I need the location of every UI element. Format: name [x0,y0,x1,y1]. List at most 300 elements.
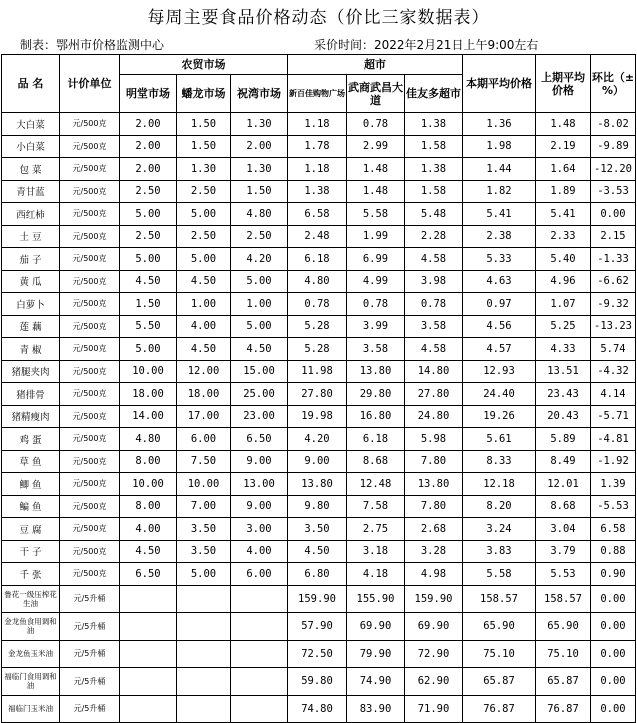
farm-price-cell: 1.50 [120,293,177,316]
unit-cell: 元/500克 [60,473,120,496]
unit-cell: 元/500克 [60,225,120,248]
change-cell: -8.02 [591,113,636,136]
change-cell: -5.71 [591,405,636,428]
table-row [2,203,636,226]
header-super-xinbaijia: 新百佳购物广场 [288,75,347,113]
farm-price-cell: 10.00 [177,473,231,496]
collect-time-label: 采价时间：2022年2月21日上午9:00左右 [314,38,539,52]
table-row [2,113,636,136]
farm-price-cell: 18.00 [177,383,231,406]
super-price-cell: 27.80 [405,383,463,406]
product-name-cell: 白萝卜 [2,293,60,316]
super-price-cell: 72.50 [288,640,347,668]
super-price-cell: 3.28 [405,540,463,563]
empty-farm-cell [231,585,288,613]
change-cell: 0.00 [591,585,636,613]
avg-now-cell: 1.82 [463,180,536,203]
farm-price-cell: 3.50 [177,518,231,541]
change-cell: 6.58 [591,518,636,541]
super-price-cell: 16.80 [347,405,405,428]
product-name-cell: 小白菜 [2,135,60,158]
unit-cell: 元/500克 [60,450,120,473]
super-price-cell: 13.80 [405,473,463,496]
farm-price-cell: 2.50 [177,225,231,248]
avg-now-cell: 4.63 [463,270,536,293]
product-name-cell: 鳊 鱼 [2,495,60,518]
super-price-cell: 155.90 [347,585,405,613]
super-price-cell: 3.50 [288,518,347,541]
super-price-cell: 1.18 [288,158,347,181]
super-price-cell: 6.80 [288,563,347,586]
super-price-cell: 1.58 [405,180,463,203]
empty-farm-cell [177,668,231,696]
super-price-cell: 74.90 [347,668,405,696]
change-cell: -5.53 [591,495,636,518]
table-row [2,695,636,723]
unit-cell: 元/500克 [60,540,120,563]
farm-price-cell: 14.00 [120,405,177,428]
table-row [2,270,636,293]
unit-cell: 元/500克 [60,180,120,203]
avg-prev-cell: 3.04 [536,518,591,541]
table-row [2,668,636,696]
header-farm-zhuwan: 祝湾市场 [231,75,288,113]
super-price-cell: 83.90 [347,695,405,723]
avg-now-cell: 3.83 [463,540,536,563]
super-price-cell: 57.90 [288,613,347,641]
change-cell: 2.15 [591,225,636,248]
avg-now-cell: 1.36 [463,113,536,136]
farm-price-cell: 2.00 [120,135,177,158]
farm-price-cell: 4.80 [231,203,288,226]
avg-prev-cell: 1.48 [536,113,591,136]
table-row [2,180,636,203]
super-price-cell: 0.78 [347,293,405,316]
avg-now-cell: 4.56 [463,315,536,338]
super-price-cell: 3.98 [405,270,463,293]
farm-price-cell: 4.00 [120,518,177,541]
avg-prev-cell: 5.53 [536,563,591,586]
farm-price-cell: 7.50 [177,450,231,473]
super-price-cell: 4.20 [288,428,347,451]
super-price-cell: 159.90 [405,585,463,613]
super-price-cell: 4.58 [405,338,463,361]
farm-price-cell: 2.50 [120,225,177,248]
avg-now-cell: 5.41 [463,203,536,226]
farm-price-cell: 4.50 [177,338,231,361]
product-name-cell: 莲 藕 [2,315,60,338]
empty-farm-cell [231,668,288,696]
change-cell: -3.53 [591,180,636,203]
avg-now-cell: 12.18 [463,473,536,496]
avg-prev-cell: 8.49 [536,450,591,473]
farm-price-cell: 4.50 [120,540,177,563]
super-price-cell: 4.18 [347,563,405,586]
farm-price-cell: 10.00 [120,360,177,383]
header-farm-mingtang: 明堂市场 [120,75,177,113]
unit-cell: 元/500克 [60,383,120,406]
avg-now-cell: 2.38 [463,225,536,248]
super-price-cell: 24.80 [405,405,463,428]
avg-prev-cell: 5.40 [536,248,591,271]
product-name-cell: 大白菜 [2,113,60,136]
farm-price-cell: 6.00 [177,428,231,451]
product-name-cell: 土 豆 [2,225,60,248]
farm-price-cell: 13.00 [231,473,288,496]
product-name-cell: 猪精瘦肉 [2,405,60,428]
product-name-cell: 鸡 蛋 [2,428,60,451]
change-cell: 0.00 [591,695,636,723]
farm-price-cell: 4.50 [231,338,288,361]
product-name-cell: 草 鱼 [2,450,60,473]
table-row [2,248,636,271]
header-change: 环比（±%） [591,55,636,113]
header-super-jiayouduo: 佳友多超市 [405,75,463,113]
farm-price-cell: 1.30 [231,113,288,136]
avg-prev-cell: 76.87 [536,695,591,723]
super-price-cell: 19.98 [288,405,347,428]
super-price-cell: 72.90 [405,640,463,668]
unit-cell: 元/500克 [60,563,120,586]
change-cell: 4.14 [591,383,636,406]
super-price-cell: 159.90 [288,585,347,613]
farm-price-cell: 7.00 [177,495,231,518]
empty-farm-cell [120,613,177,641]
unit-cell: 元/500克 [60,338,120,361]
unit-cell: 元/500克 [60,360,120,383]
avg-now-cell: 0.97 [463,293,536,316]
farm-price-cell: 8.00 [120,495,177,518]
farm-price-cell: 3.50 [177,540,231,563]
avg-prev-cell: 1.89 [536,180,591,203]
table-row [2,495,636,518]
empty-farm-cell [120,585,177,613]
super-price-cell: 1.48 [347,158,405,181]
product-name-cell: 千 张 [2,563,60,586]
avg-now-cell: 5.58 [463,563,536,586]
super-price-cell: 8.68 [347,450,405,473]
product-name-cell: 青甘蓝 [2,180,60,203]
super-price-cell: 2.68 [405,518,463,541]
super-price-cell: 0.78 [288,293,347,316]
product-name-cell: 豆 腐 [2,518,60,541]
super-price-cell: 5.48 [405,203,463,226]
farm-price-cell: 5.50 [120,315,177,338]
unit-cell: 元/500克 [60,203,120,226]
super-price-cell: 4.58 [405,248,463,271]
compiler-label: 制表：鄂州市价格监测中心 [20,38,165,52]
header-farm-group: 农贸市场 [120,55,288,75]
table-row [2,158,636,181]
super-price-cell: 5.98 [405,428,463,451]
change-cell: 0.88 [591,540,636,563]
product-name-cell: 金龙鱼玉米油 [2,640,60,668]
avg-prev-cell: 8.68 [536,495,591,518]
table-row [2,338,636,361]
avg-prev-cell: 75.10 [536,640,591,668]
super-price-cell: 1.38 [405,158,463,181]
super-price-cell: 0.78 [347,113,405,136]
avg-now-cell: 12.93 [463,360,536,383]
avg-prev-cell: 4.96 [536,270,591,293]
farm-price-cell: 4.80 [120,428,177,451]
super-price-cell: 29.80 [347,383,405,406]
table-row [2,315,636,338]
farm-price-cell: 23.00 [231,405,288,428]
avg-now-cell: 3.24 [463,518,536,541]
product-name-cell: 福临门食用调和油 [2,668,60,696]
super-price-cell: 9.00 [288,450,347,473]
change-cell: -9.89 [591,135,636,158]
farm-price-cell: 1.00 [177,293,231,316]
farm-price-cell: 2.50 [120,180,177,203]
farm-price-cell: 6.00 [231,563,288,586]
super-price-cell: 2.48 [288,225,347,248]
farm-price-cell: 5.00 [231,315,288,338]
table-row [2,225,636,248]
avg-now-cell: 65.87 [463,668,536,696]
super-price-cell: 1.99 [347,225,405,248]
farm-price-cell: 5.00 [120,203,177,226]
farm-price-cell: 2.50 [177,180,231,203]
super-price-cell: 1.58 [405,135,463,158]
super-price-cell: 7.80 [405,450,463,473]
super-price-cell: 5.28 [288,338,347,361]
farm-price-cell: 8.00 [120,450,177,473]
super-price-cell: 2.28 [405,225,463,248]
avg-prev-cell: 23.43 [536,383,591,406]
unit-cell: 元/500克 [60,293,120,316]
avg-prev-cell: 65.87 [536,668,591,696]
empty-farm-cell [231,695,288,723]
farm-price-cell: 9.00 [231,495,288,518]
product-name-cell: 西红柿 [2,203,60,226]
super-price-cell: 12.48 [347,473,405,496]
farm-price-cell: 4.50 [177,270,231,293]
avg-prev-cell: 4.33 [536,338,591,361]
farm-price-cell: 18.00 [120,383,177,406]
super-price-cell: 5.58 [347,203,405,226]
unit-cell: 元/500克 [60,405,120,428]
super-price-cell: 71.90 [405,695,463,723]
product-name-cell: 黄 瓜 [2,270,60,293]
super-price-cell: 6.58 [288,203,347,226]
avg-prev-cell: 5.41 [536,203,591,226]
super-price-cell: 2.99 [347,135,405,158]
farm-price-cell: 4.20 [231,248,288,271]
super-price-cell: 4.99 [347,270,405,293]
super-price-cell: 69.90 [347,613,405,641]
empty-farm-cell [177,640,231,668]
farm-price-cell: 6.50 [231,428,288,451]
change-cell: 0.00 [591,613,636,641]
super-price-cell: 3.18 [347,540,405,563]
header-farm-panlong: 蟠龙市场 [177,75,231,113]
empty-farm-cell [231,640,288,668]
empty-farm-cell [120,640,177,668]
avg-now-cell: 158.57 [463,585,536,613]
farm-price-cell: 1.30 [231,158,288,181]
farm-price-cell: 17.00 [177,405,231,428]
table-row [2,450,636,473]
unit-cell: 元/5升桶 [60,585,120,613]
product-name-cell: 干 子 [2,540,60,563]
farm-price-cell: 5.00 [231,270,288,293]
avg-now-cell: 5.61 [463,428,536,451]
super-price-cell: 6.99 [347,248,405,271]
table-row [2,518,636,541]
avg-prev-cell: 2.19 [536,135,591,158]
price-table [1,54,636,723]
super-price-cell: 4.80 [288,270,347,293]
farm-price-cell: 5.00 [177,563,231,586]
product-name-cell: 猪腿夹肉 [2,360,60,383]
product-name-cell: 茄 子 [2,248,60,271]
product-name-cell: 鲫 鱼 [2,473,60,496]
change-cell: 0.00 [591,203,636,226]
unit-cell: 元/500克 [60,248,120,271]
farm-price-cell: 6.50 [120,563,177,586]
avg-prev-cell: 158.57 [536,585,591,613]
unit-cell: 元/500克 [60,518,120,541]
avg-prev-cell: 1.07 [536,293,591,316]
super-price-cell: 1.48 [347,180,405,203]
super-price-cell: 1.18 [288,113,347,136]
change-cell: 0.90 [591,563,636,586]
super-price-cell: 7.58 [347,495,405,518]
farm-price-cell: 5.00 [120,338,177,361]
super-price-cell: 5.28 [288,315,347,338]
super-price-cell: 69.90 [405,613,463,641]
super-price-cell: 3.58 [405,315,463,338]
table-row [2,135,636,158]
table-row [2,383,636,406]
change-cell: 0.00 [591,640,636,668]
farm-price-cell: 9.00 [231,450,288,473]
table-row [2,293,636,316]
unit-cell: 元/500克 [60,113,120,136]
super-price-cell: 0.78 [405,293,463,316]
empty-farm-cell [177,613,231,641]
empty-farm-cell [231,613,288,641]
super-price-cell: 4.50 [288,540,347,563]
avg-now-cell: 1.44 [463,158,536,181]
unit-cell: 元/5升桶 [60,695,120,723]
farm-price-cell: 1.30 [177,158,231,181]
avg-prev-cell: 20.43 [536,405,591,428]
farm-price-cell: 4.00 [177,315,231,338]
header-name: 品 名 [2,55,60,113]
product-name-cell: 福临门玉米油 [2,695,60,723]
unit-cell: 元/500克 [60,315,120,338]
unit-cell: 元/500克 [60,495,120,518]
empty-farm-cell [177,695,231,723]
avg-now-cell: 8.33 [463,450,536,473]
change-cell: -4.81 [591,428,636,451]
table-row [2,585,636,613]
super-price-cell: 1.78 [288,135,347,158]
product-name-cell: 青 椒 [2,338,60,361]
farm-price-cell: 1.50 [231,180,288,203]
avg-prev-cell: 5.89 [536,428,591,451]
farm-price-cell: 5.00 [177,248,231,271]
super-price-cell: 1.38 [288,180,347,203]
avg-now-cell: 65.90 [463,613,536,641]
super-price-cell: 62.90 [405,668,463,696]
super-price-cell: 3.99 [347,315,405,338]
unit-cell: 元/500克 [60,158,120,181]
super-price-cell: 14.80 [405,360,463,383]
unit-cell: 元/500克 [60,428,120,451]
super-price-cell: 6.18 [347,428,405,451]
super-price-cell: 27.80 [288,383,347,406]
change-cell: -1.92 [591,450,636,473]
empty-farm-cell [120,668,177,696]
header-unit: 计价单位 [60,55,120,113]
unit-cell: 元/500克 [60,270,120,293]
page-title: 每周主要食品价格动态（价比三家数据表） [147,8,490,28]
change-cell: 5.74 [591,338,636,361]
super-price-cell: 4.98 [405,563,463,586]
change-cell: 1.39 [591,473,636,496]
farm-price-cell: 1.50 [177,113,231,136]
avg-prev-cell: 65.90 [536,613,591,641]
farm-price-cell: 1.50 [177,135,231,158]
product-name-cell: 鲁花一级压榨花生油 [2,585,60,613]
change-cell: 0.00 [591,668,636,696]
farm-price-cell: 2.50 [231,225,288,248]
table-row [2,540,636,563]
avg-now-cell: 24.40 [463,383,536,406]
avg-now-cell: 5.33 [463,248,536,271]
farm-price-cell: 10.00 [120,473,177,496]
super-price-cell: 1.38 [405,113,463,136]
header-avg-prev: 上期平均价格 [536,55,591,113]
change-cell: -9.32 [591,293,636,316]
table-row [2,405,636,428]
avg-prev-cell: 12.01 [536,473,591,496]
product-name-cell: 包 菜 [2,158,60,181]
avg-now-cell: 8.20 [463,495,536,518]
farm-price-cell: 2.00 [120,113,177,136]
farm-price-cell: 5.00 [177,203,231,226]
table-row [2,640,636,668]
super-price-cell: 7.80 [405,495,463,518]
farm-price-cell: 2.00 [120,158,177,181]
change-cell: -1.33 [591,248,636,271]
table-row [2,360,636,383]
change-cell: -4.32 [591,360,636,383]
header-avg-now: 本期平均价格 [463,55,536,113]
super-price-cell: 2.75 [347,518,405,541]
super-price-cell: 9.80 [288,495,347,518]
avg-prev-cell: 1.64 [536,158,591,181]
table-row [2,473,636,496]
avg-prev-cell: 3.79 [536,540,591,563]
empty-farm-cell [120,695,177,723]
super-price-cell: 6.18 [288,248,347,271]
avg-now-cell: 4.57 [463,338,536,361]
farm-price-cell: 1.00 [231,293,288,316]
unit-cell: 元/5升桶 [60,613,120,641]
avg-now-cell: 75.10 [463,640,536,668]
avg-prev-cell: 2.33 [536,225,591,248]
empty-farm-cell [177,585,231,613]
farm-price-cell: 2.00 [231,135,288,158]
farm-price-cell: 5.00 [120,248,177,271]
product-name-cell: 猪排骨 [2,383,60,406]
header-super-group: 超市 [288,55,463,75]
